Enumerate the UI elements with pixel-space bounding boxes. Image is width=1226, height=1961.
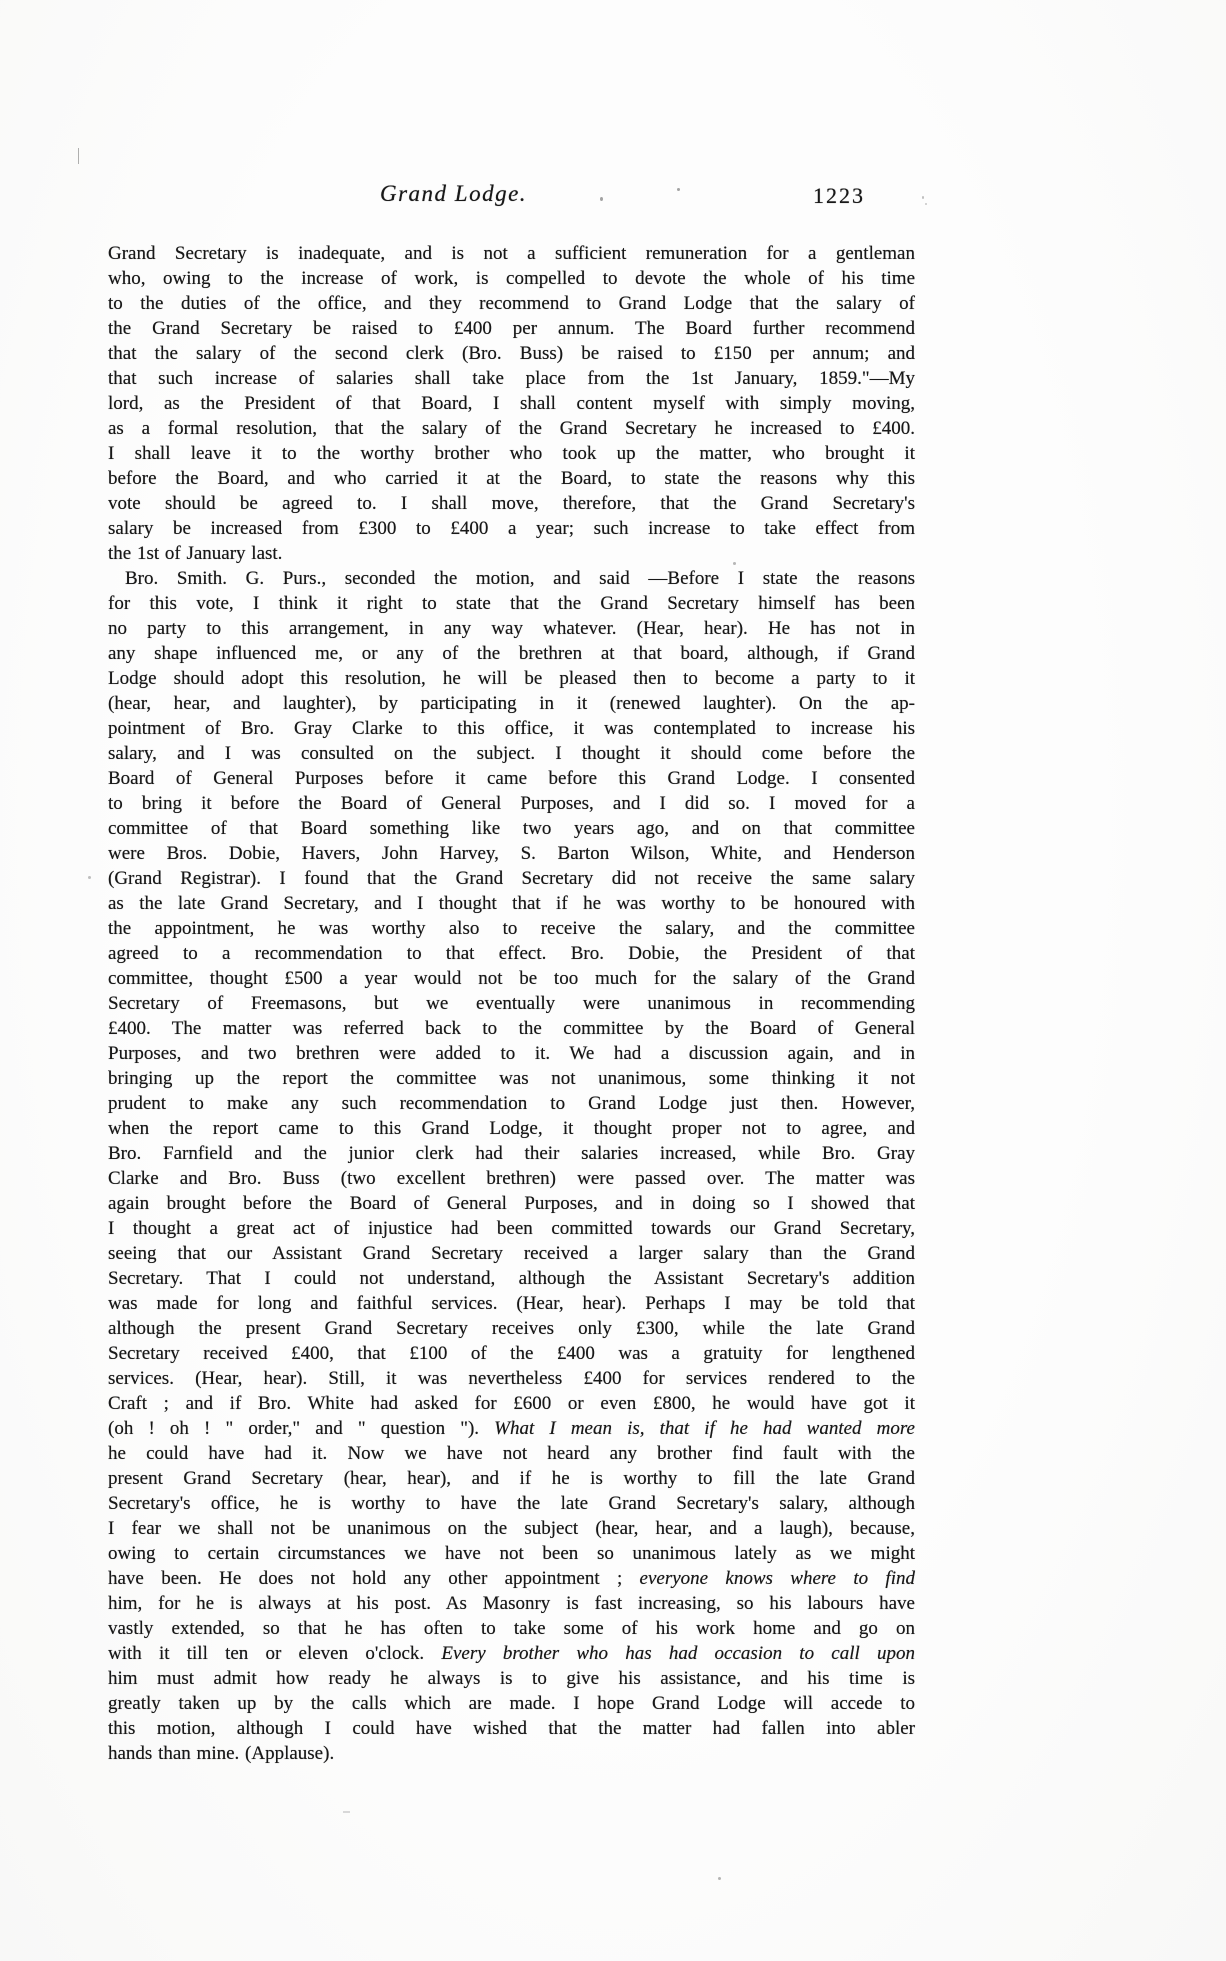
text-line: him, for he is always at his post. As Masonry is fast increasing, so his labours have	[108, 1593, 915, 1614]
text-line: the appointment, he was worthy also to receive the salary, and the committee	[108, 918, 915, 939]
scan-mark	[78, 148, 79, 164]
text-line: was made for long and faithful services. (Hear, hear). Perhaps I may be told that	[108, 1293, 915, 1314]
scan-speck	[925, 203, 927, 205]
text-line: as the late Grand Secretary, and I thought that if he was worthy to be honoured with	[108, 893, 915, 914]
scan-speck	[677, 188, 680, 191]
text-line: him must admit how ready he always is to give his assistance, and his time is	[108, 1668, 915, 1689]
text-line: services. (Hear, hear). Still, it was nevertheless £400 for services rendered to the	[108, 1368, 915, 1389]
text-line: salary be increased from £300 to £400 a year; such increase to take effect from	[108, 518, 915, 539]
text-line: Secretary received £400, that £100 of the £400 was a gratuity for lengthened	[108, 1343, 915, 1364]
text-line: bringing up the report the committee was not unanimous, some thinking it not	[108, 1068, 915, 1089]
text-line: the Grand Secretary be raised to £400 per annum. The Board further recommend	[108, 318, 915, 339]
text-line: to the duties of the office, and they recommend to Grand Lodge that the salary of	[108, 293, 915, 314]
text-line: with it till ten or eleven o'clock. Every brother who has had occasion to call upon	[108, 1643, 915, 1664]
text-line: (hear, hear, and laughter), by participating in it (renewed laughter). On the ap-	[108, 693, 915, 714]
text-line: he could have had it. Now we have not heard any brother find fault with the	[108, 1443, 915, 1464]
text-line: Craft ; and if Bro. White had asked for £600 or even £800, he would have got it	[108, 1393, 915, 1414]
paragraph	[108, 566, 915, 1766]
text-line: Secretary. That I could not understand, although the Assistant Secretary's addition	[108, 1268, 915, 1289]
text-line: Clarke and Bro. Buss (two excellent brethren) were passed over. The matter was	[108, 1168, 915, 1189]
scan-speck	[718, 1877, 721, 1880]
text-line: committee, thought £500 a year would not be too much for the salary of the Grand	[108, 968, 915, 989]
text-line: as a formal resolution, that the salary of the Grand Secretary he increased to £400.	[108, 418, 915, 439]
page-number: 1223	[813, 183, 865, 208]
text-line: greatly taken up by the calls which are made. I hope Grand Lodge will accede to	[108, 1693, 915, 1714]
text-line: Board of General Purposes before it came before this Grand Lodge. I consented	[108, 768, 915, 789]
text-line: committee of that Board something like two years ago, and on that committee	[108, 818, 915, 839]
text-line: I fear we shall not be unanimous on the subject (hear, hear, and a laugh), because,	[108, 1518, 915, 1539]
text-line: were Bros. Dobie, Havers, John Harvey, S. Barton Wilson, White, and Henderson	[108, 843, 915, 864]
text-line: Bro. Smith. G. Purs., seconded the motion, and said —Before I state the reasons	[125, 568, 915, 589]
running-title: Grand Lodge.	[380, 181, 528, 206]
scan-mark	[343, 1811, 350, 1813]
text-line: that such increase of salaries shall take place from the 1st January, 1859."—My	[108, 368, 915, 389]
text-line: hands than mine. (Applause).	[108, 1743, 335, 1764]
text-line: Secretary of Freemasons, but we eventually were unanimous in recommending	[108, 993, 915, 1014]
text-line: salary, and I was consulted on the subject. I thought it should come before the	[108, 743, 915, 764]
text-line: the 1st of January last.	[108, 543, 283, 564]
text-line: (Grand Registrar). I found that the Grand Secretary did not receive the same salary	[108, 868, 915, 889]
scan-speck	[922, 196, 924, 199]
text-line: although the present Grand Secretary receives only £300, while the late Grand	[108, 1318, 915, 1339]
text-line: have been. He does not hold any other appointment ; everyone knows where to find	[108, 1568, 915, 1589]
text-line: Purposes, and two brethren were added to it. We had a discussion again, and in	[108, 1043, 915, 1064]
text-line: vastly extended, so that he has often to take some of his work home and go on	[108, 1618, 915, 1639]
text-line: agreed to a recommendation to that effect. Bro. Dobie, the President of that	[108, 943, 915, 964]
text-line: lord, as the President of that Board, I shall content myself with simply moving,	[108, 393, 915, 414]
text-line: when the report came to this Grand Lodge, it thought proper not to agree, and	[108, 1118, 915, 1139]
text-line: Grand Secretary is inadequate, and is not a sufficient remuneration for a gentleman	[108, 243, 915, 264]
text-line: again brought before the Board of General Purposes, and in doing so I showed that	[108, 1193, 915, 1214]
text-line: present Grand Secretary (hear, hear), and if he is worthy to fill the late Grand	[108, 1468, 915, 1489]
scan-speck	[733, 562, 736, 565]
scan-speck	[88, 876, 91, 879]
text-line: this motion, although I could have wished that the matter had fallen into abler	[108, 1718, 915, 1739]
text-line: before the Board, and who carried it at the Board, to state the reasons why this	[108, 468, 915, 489]
text-line: no party to this arrangement, in any way whatever. (Hear, hear). He has not in	[108, 618, 915, 639]
text-line: who, owing to the increase of work, is compelled to devote the whole of his time	[108, 268, 915, 289]
text-line: pointment of Bro. Gray Clarke to this office, it was contemplated to increase his	[108, 718, 915, 739]
paragraph	[108, 241, 915, 566]
text-line: (oh ! oh ! " order," and " question "). What I mean is, that if he had wanted more	[108, 1418, 915, 1439]
body-text	[108, 241, 915, 1766]
text-line: vote should be agreed to. I shall move, therefore, that the Grand Secretary's	[108, 493, 915, 514]
text-line: for this vote, I think it right to state that the Grand Secretary himself has been	[108, 593, 915, 614]
text-line: any shape influenced me, or any of the brethren at that board, although, if Grand	[108, 643, 915, 664]
text-line: to bring it before the Board of General Purposes, and I did so. I moved for a	[108, 793, 915, 814]
text-line: I thought a great act of injustice had been committed towards our Grand Secretary,	[108, 1218, 915, 1239]
scan-speck	[600, 197, 603, 201]
text-line: I shall leave it to the worthy brother who took up the matter, who brought it	[108, 443, 915, 464]
text-line: that the salary of the second clerk (Bro. Buss) be raised to £150 per annum; and	[108, 343, 915, 364]
text-line: owing to certain circumstances we have not been so unanimous lately as we might	[108, 1543, 915, 1564]
text-line: prudent to make any such recommendation to Grand Lodge just then. However,	[108, 1093, 915, 1114]
text-line: Bro. Farnfield and the junior clerk had their salaries increased, while Bro. Gray	[108, 1143, 915, 1164]
text-line: Lodge should adopt this resolution, he will be pleased then to become a party to it	[108, 668, 915, 689]
text-line: seeing that our Assistant Grand Secretary received a larger salary than the Grand	[108, 1243, 915, 1264]
text-line: Secretary's office, he is worthy to have the late Grand Secretary's salary, although	[108, 1493, 915, 1514]
text-line: £400. The matter was referred back to the committee by the Board of General	[108, 1018, 915, 1039]
